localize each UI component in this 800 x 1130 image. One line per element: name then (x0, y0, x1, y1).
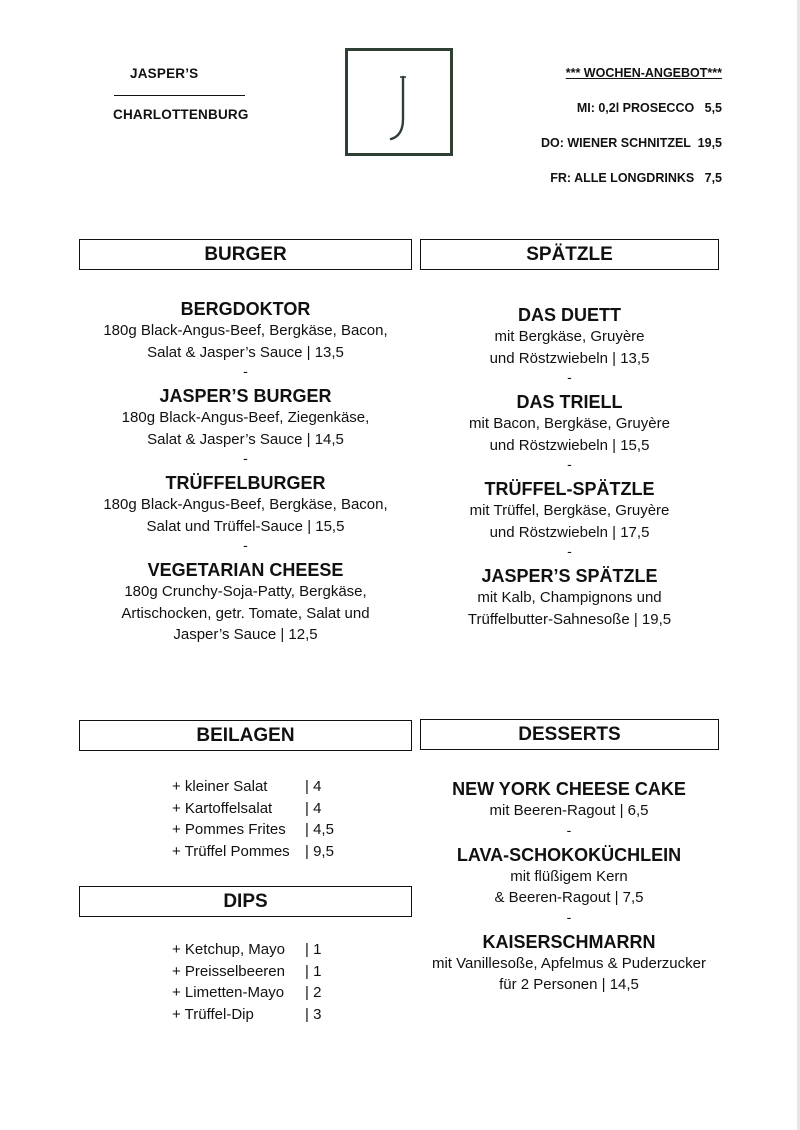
list-item (172, 982, 321, 1004)
side-name: + Trüffel Pommes (172, 842, 290, 860)
dish-name: JASPER’S SPÄTZLE (481, 566, 658, 586)
offer-item: DO: WIENER SCHNITZEL 19,5 (540, 136, 722, 150)
dish-description: Salat & Jasper’s Sauce | 13,5 (147, 343, 344, 361)
list-item (172, 841, 334, 863)
dish-name: KAISERSCHMARRN (482, 931, 656, 952)
dish-description: Jasper’s Sauce | 12,5 (173, 626, 318, 643)
logo (345, 48, 453, 156)
separator: - (243, 537, 248, 553)
separator: - (567, 369, 572, 385)
desserts-list (410, 778, 728, 996)
dip-name: + Limetten-Mayo (172, 984, 285, 1001)
spaetzle-list (420, 304, 719, 630)
dish-description: Salat und Trüffel-Sauce | 15,5 (146, 517, 345, 535)
dip-name: + Trüffel-Dip (172, 1005, 254, 1023)
dish-description: 180g Crunchy-Soja-Patty, Bergkäse, (124, 583, 367, 600)
dish-description: mit Trüffel, Bergkäse, Gruyère (469, 502, 670, 519)
dish-description: & Beeren-Ragout | 7,5 (494, 889, 644, 906)
dish-description: Trüffelbutter-Sahnesoße | 19,5 (467, 610, 672, 628)
spaetzle-heading: SPÄTZLE (420, 239, 719, 270)
dips-heading: DIPS (79, 886, 412, 917)
side-name: + Kartoffelsalat (172, 799, 273, 817)
brand-name: JASPER’S (130, 66, 199, 81)
weekly-offers (541, 66, 722, 206)
dish-description: 180g Black-Angus-Beef, Bergkäse, Bacon, (103, 496, 388, 513)
dish-name: BERGDOKTOR (180, 299, 311, 319)
side-price: | 4 (305, 778, 322, 795)
dip-price: | 3 (305, 1005, 322, 1023)
burger-list (79, 298, 412, 646)
list-item (172, 1004, 321, 1026)
dish-description: und Röstzwiebeln | 15,5 (489, 436, 650, 454)
list-item (172, 798, 334, 820)
dish-name: DAS TRIELL (516, 392, 623, 412)
dish-description: mit Vanillesoße, Apfelmus & Puderzucker (431, 954, 706, 972)
dish-description: Artischocken, getr. Tomate, Salat und (121, 604, 370, 622)
separator: - (567, 543, 572, 559)
dish-name: VEGETARIAN CHEESE (147, 560, 344, 580)
side-price: | 9,5 (305, 842, 334, 860)
separator: - (567, 456, 572, 472)
list-item (172, 961, 321, 983)
dish-description: für 2 Personen | 14,5 (499, 976, 639, 993)
dip-price: | 2 (305, 984, 322, 1001)
side-name: + Pommes Frites (172, 821, 286, 838)
dip-price: | 1 (305, 941, 322, 958)
brand-location: CHARLOTTENBURG (113, 107, 249, 122)
list-item (172, 776, 334, 798)
list-item (172, 939, 321, 961)
list-item (172, 819, 334, 841)
dish-description: Salat & Jasper’s Sauce | 14,5 (147, 430, 344, 448)
beilagen-heading: BEILAGEN (79, 720, 412, 751)
dish-description: und Röstzwiebeln | 17,5 (489, 523, 650, 541)
separator: - (243, 363, 248, 379)
side-name: + kleiner Salat (172, 778, 268, 795)
dish-description: 180g Black-Angus-Beef, Ziegenkäse, (121, 409, 370, 426)
dish-name: TRÜFFELBURGER (165, 473, 326, 493)
separator: - (566, 821, 572, 838)
dish-name: DAS DUETT (518, 305, 621, 325)
offers-title: *** WOCHEN-ANGEBOT*** (565, 66, 722, 80)
dip-price: | 1 (305, 962, 322, 980)
dish-description: mit flüßigem Kern (510, 867, 628, 885)
side-price: | 4,5 (305, 821, 334, 838)
logo-j-icon (348, 51, 450, 153)
dips-list (172, 939, 321, 1025)
dish-description: und Röstzwiebeln | 13,5 (489, 349, 650, 367)
dip-name: + Ketchup, Mayo (172, 941, 285, 958)
dish-description: 180g Black-Angus-Beef, Bergkäse, Bacon, (103, 322, 388, 339)
offer-item: FR: ALLE LONGDRINKS 7,5 (550, 171, 722, 185)
dish-name: NEW YORK CHEESE CAKE (452, 779, 686, 799)
beilagen-list (172, 776, 334, 862)
dip-name: + Preisselbeeren (172, 962, 285, 980)
dish-name: TRÜFFEL-SPÄTZLE (484, 479, 655, 499)
dish-name: JASPER’S BURGER (159, 386, 332, 406)
separator: - (566, 908, 572, 925)
dish-description: mit Bergkäse, Gruyère (494, 328, 645, 345)
dish-description: mit Beeren-Ragout | 6,5 (489, 802, 649, 819)
separator: - (243, 450, 248, 466)
dish-description: mit Kalb, Champignons und (477, 589, 662, 606)
dish-name: LAVA-SCHOKOKÜCHLEIN (456, 844, 682, 865)
brand-divider (114, 95, 245, 96)
offer-item: MI: 0,2l PROSECCO 5,5 (576, 101, 722, 115)
side-price: | 4 (305, 799, 322, 817)
burger-heading: BURGER (79, 239, 412, 270)
dish-description: mit Bacon, Bergkäse, Gruyère (469, 415, 670, 432)
desserts-heading: DESSERTS (420, 719, 719, 750)
